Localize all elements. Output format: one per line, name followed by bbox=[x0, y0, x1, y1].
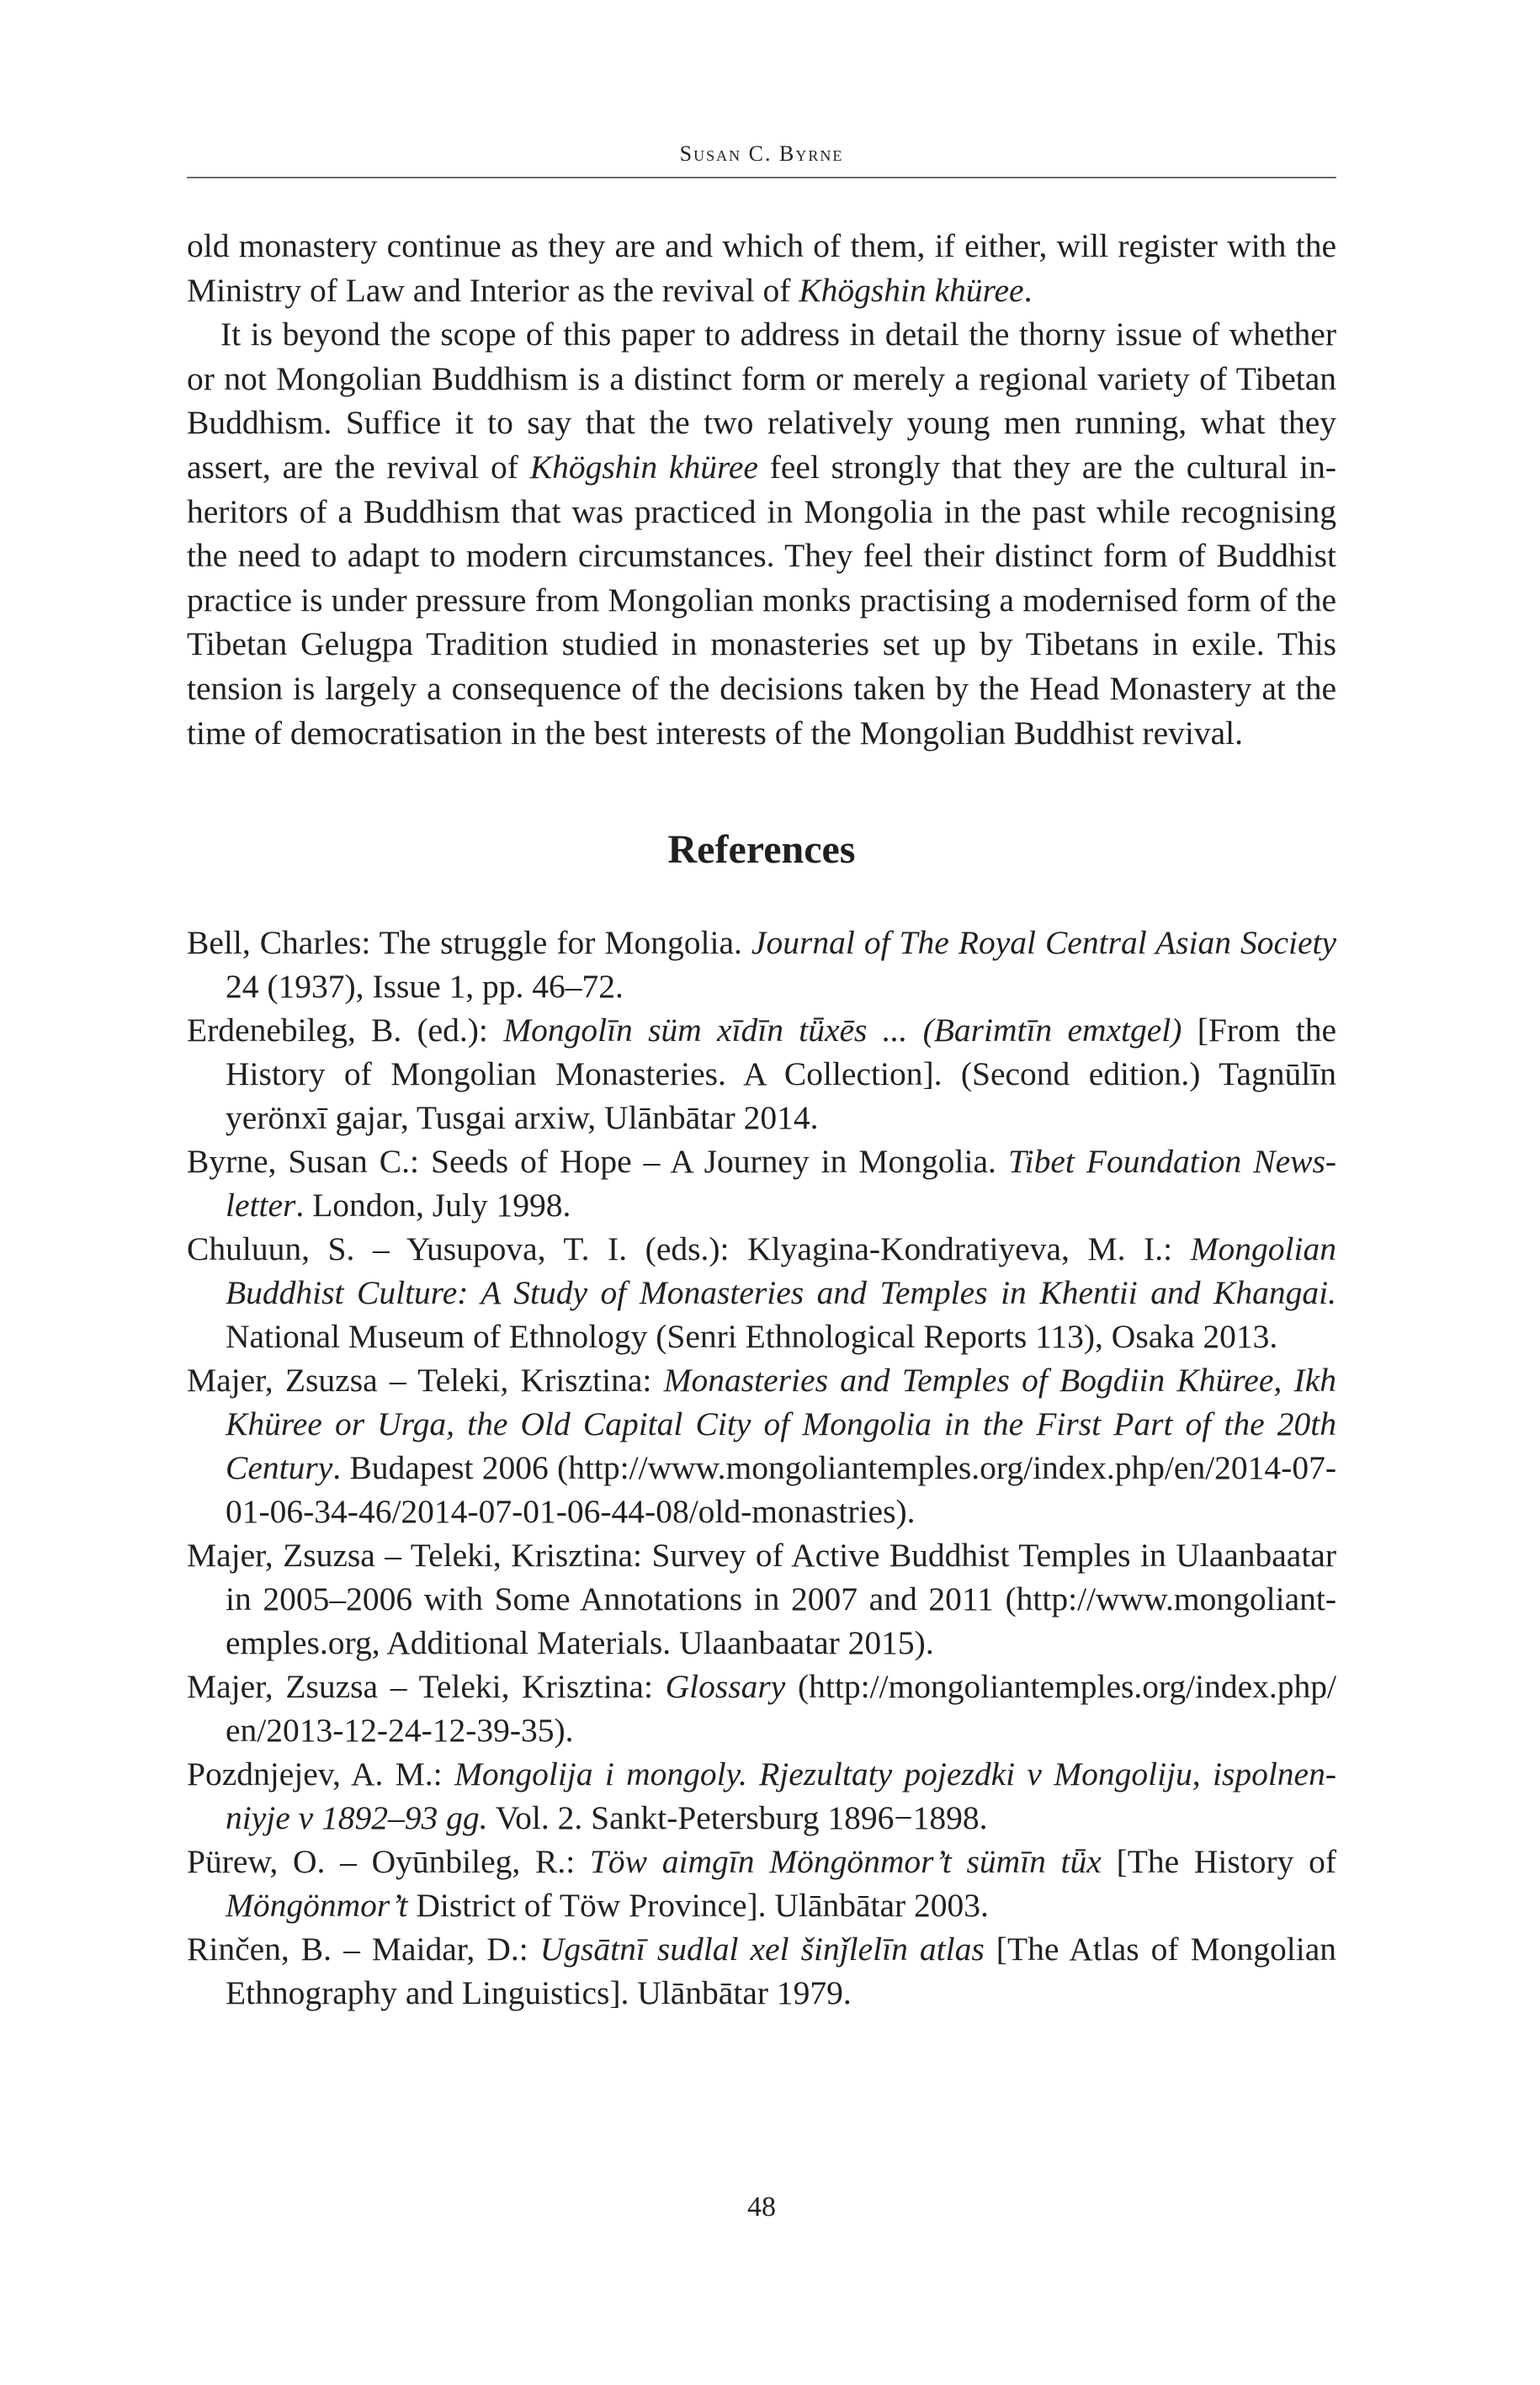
reference-entry bbox=[187, 1927, 1336, 2015]
italic-text: Mongolija i mongoly. Rjezultaty pojezdki v Mongoliju, ispolnenniyje v 1892–93 gg. bbox=[226, 1756, 1336, 1836]
text-run: It is beyond the scope of this paper to address in detail the thorny issue of whether or not Mongolian Buddhism is a distinct form or merely a regional variety of Tibetan Buddhism. Suffice it to say that the two relatively young men running, what they assert, are the revival of bbox=[187, 316, 1336, 486]
paragraph bbox=[187, 312, 1336, 755]
italic-text: Mongolīn süm xīdīn tǖxēs ... (Barimtīn emxtgel) bbox=[503, 1012, 1182, 1049]
text-run: Pozdnjejev, A. M.: bbox=[187, 1756, 454, 1793]
italic-text: Khögshin khüree bbox=[529, 448, 758, 486]
italic-text: Mongolian Buddhist Culture: A Study of Monasteries and Temples in Khentii and Khangai. bbox=[226, 1230, 1336, 1311]
text-run: Majer, Zsuzsa – Teleki, Krisztina: Survey of Active Buddhist Temples in Ulaanbaatar in 2005–2006 with Some Annotations in 2007 and 2011 (http://www.mongoliantemples.org, Additional Materials. Ulaanbaatar 2015). bbox=[187, 1537, 1336, 1661]
text-run: [The History of bbox=[1101, 1843, 1337, 1880]
text-run: Majer, Zsuzsa – Teleki, Krisztina: bbox=[187, 1668, 666, 1705]
text-run: Majer, Zsuzsa – Teleki, Krisztina: bbox=[187, 1362, 664, 1399]
body-text bbox=[187, 224, 1336, 755]
text-run: District of Töw Province]. Ulānbātar 2003. bbox=[407, 1887, 989, 1924]
reference-entry bbox=[187, 1533, 1336, 1665]
reference-entry bbox=[187, 1358, 1336, 1533]
reference-entry bbox=[187, 1008, 1336, 1139]
italic-text: Ugsātnī sudlal xel šinǰlelīn atlas bbox=[539, 1931, 985, 1968]
text-run: old monastery continue as they are and which of them, if either, will register with the Ministry of Law and Interior as the revival of bbox=[187, 227, 1336, 309]
italic-text: Journal of The Royal Central Asian Society bbox=[751, 924, 1336, 961]
text-run: Bell, Charles: The struggle for Mongolia. bbox=[187, 924, 751, 961]
text-run: Pürew, O. – Oyūnbileg, R.: bbox=[187, 1843, 590, 1880]
text-run: [From the History of Mongolian Monasteries. A Collection]. (Second edition.) Tagnūlīn yerönxī gajar, Tusgai arxiw, Ulānbātar 2014. bbox=[226, 1012, 1336, 1136]
text-run: Byrne, Susan C.: Seeds of Hope – A Journey in Mongolia. bbox=[187, 1143, 1008, 1180]
italic-text: Töw aimgīn Möngönmor’t sümīn tǖx bbox=[589, 1843, 1102, 1880]
text-run: Vol. 2. Sankt-Petersburg 1896−1898. bbox=[487, 1799, 988, 1836]
reference-entry bbox=[187, 1139, 1336, 1227]
text-run: Erdenebileg, B. (ed.): bbox=[187, 1012, 504, 1049]
page-number: 48 bbox=[747, 2191, 776, 2223]
text-run: . London, July 1998. bbox=[295, 1187, 571, 1224]
reference-entry bbox=[187, 921, 1336, 1008]
text-run: Rinčen, B. – Maidar, D.: bbox=[187, 1931, 540, 1968]
italic-text: Möngönmor’t bbox=[226, 1887, 408, 1924]
reference-entry bbox=[187, 1752, 1336, 1840]
text-run: [The Atlas of Mongolian Ethnography and Linguistics]. Ulānbātar 1979. bbox=[226, 1931, 1336, 2011]
text-run: 24 (1937), Issue 1, pp. 46–72. bbox=[226, 968, 624, 1005]
running-head: Susan C. Byrne bbox=[187, 141, 1336, 178]
references-heading: References bbox=[667, 827, 856, 872]
reference-entry bbox=[187, 1665, 1336, 1752]
reference-entry bbox=[187, 1840, 1336, 1927]
italic-text: Khögshin khüree bbox=[799, 271, 1024, 309]
text-run: Chuluun, S. – Yusupova, T. I. (eds.): Klyagina-Kondratiyeva, M. I.: bbox=[187, 1230, 1191, 1267]
text-run: . bbox=[1023, 271, 1033, 309]
text-run: (http://mongoliantemples.org/index.php/ en/2013-12-24-12-39-35). bbox=[226, 1668, 1336, 1749]
italic-text: Tibet Foundation Newsletter bbox=[226, 1143, 1336, 1224]
text-run: . Budapest 2006 (http://www.mongoliantemples.org/index.php/en/2014-07-01-06-34-46/2014-07-01-06-44-08/old-monastries). bbox=[226, 1449, 1336, 1530]
text-run: National Museum of Ethnology (Senri Ethnological Reports 113), Osaka 2013. bbox=[226, 1318, 1278, 1355]
references-list bbox=[187, 921, 1336, 2015]
text-run: feel strongly that they are the cultural inheritors of a Buddhism that was practiced in Mongolia in the past while recognising the need to adapt to modern circumstances. They feel their distinct form of Buddhist practice is under pressure from Mongolian monks practising a modernised form of the Tibetan Gelugpa Tradition studied in monasteries set up by Tibetans in exile. This tension is largely a consequence of the decisions taken by the Head Monastery at the time of democratisation in the best interests of the Mongolian Buddhist revival. bbox=[187, 448, 1336, 752]
reference-entry bbox=[187, 1227, 1336, 1358]
italic-text: Glossary bbox=[665, 1668, 786, 1705]
paragraph bbox=[187, 224, 1336, 312]
italic-text: Monasteries and Temples of Bogdiin Khüree, Ikh Khüree or Urga, the Old Capital City of Mongolia in the First Part of the 20th Century bbox=[226, 1362, 1336, 1486]
